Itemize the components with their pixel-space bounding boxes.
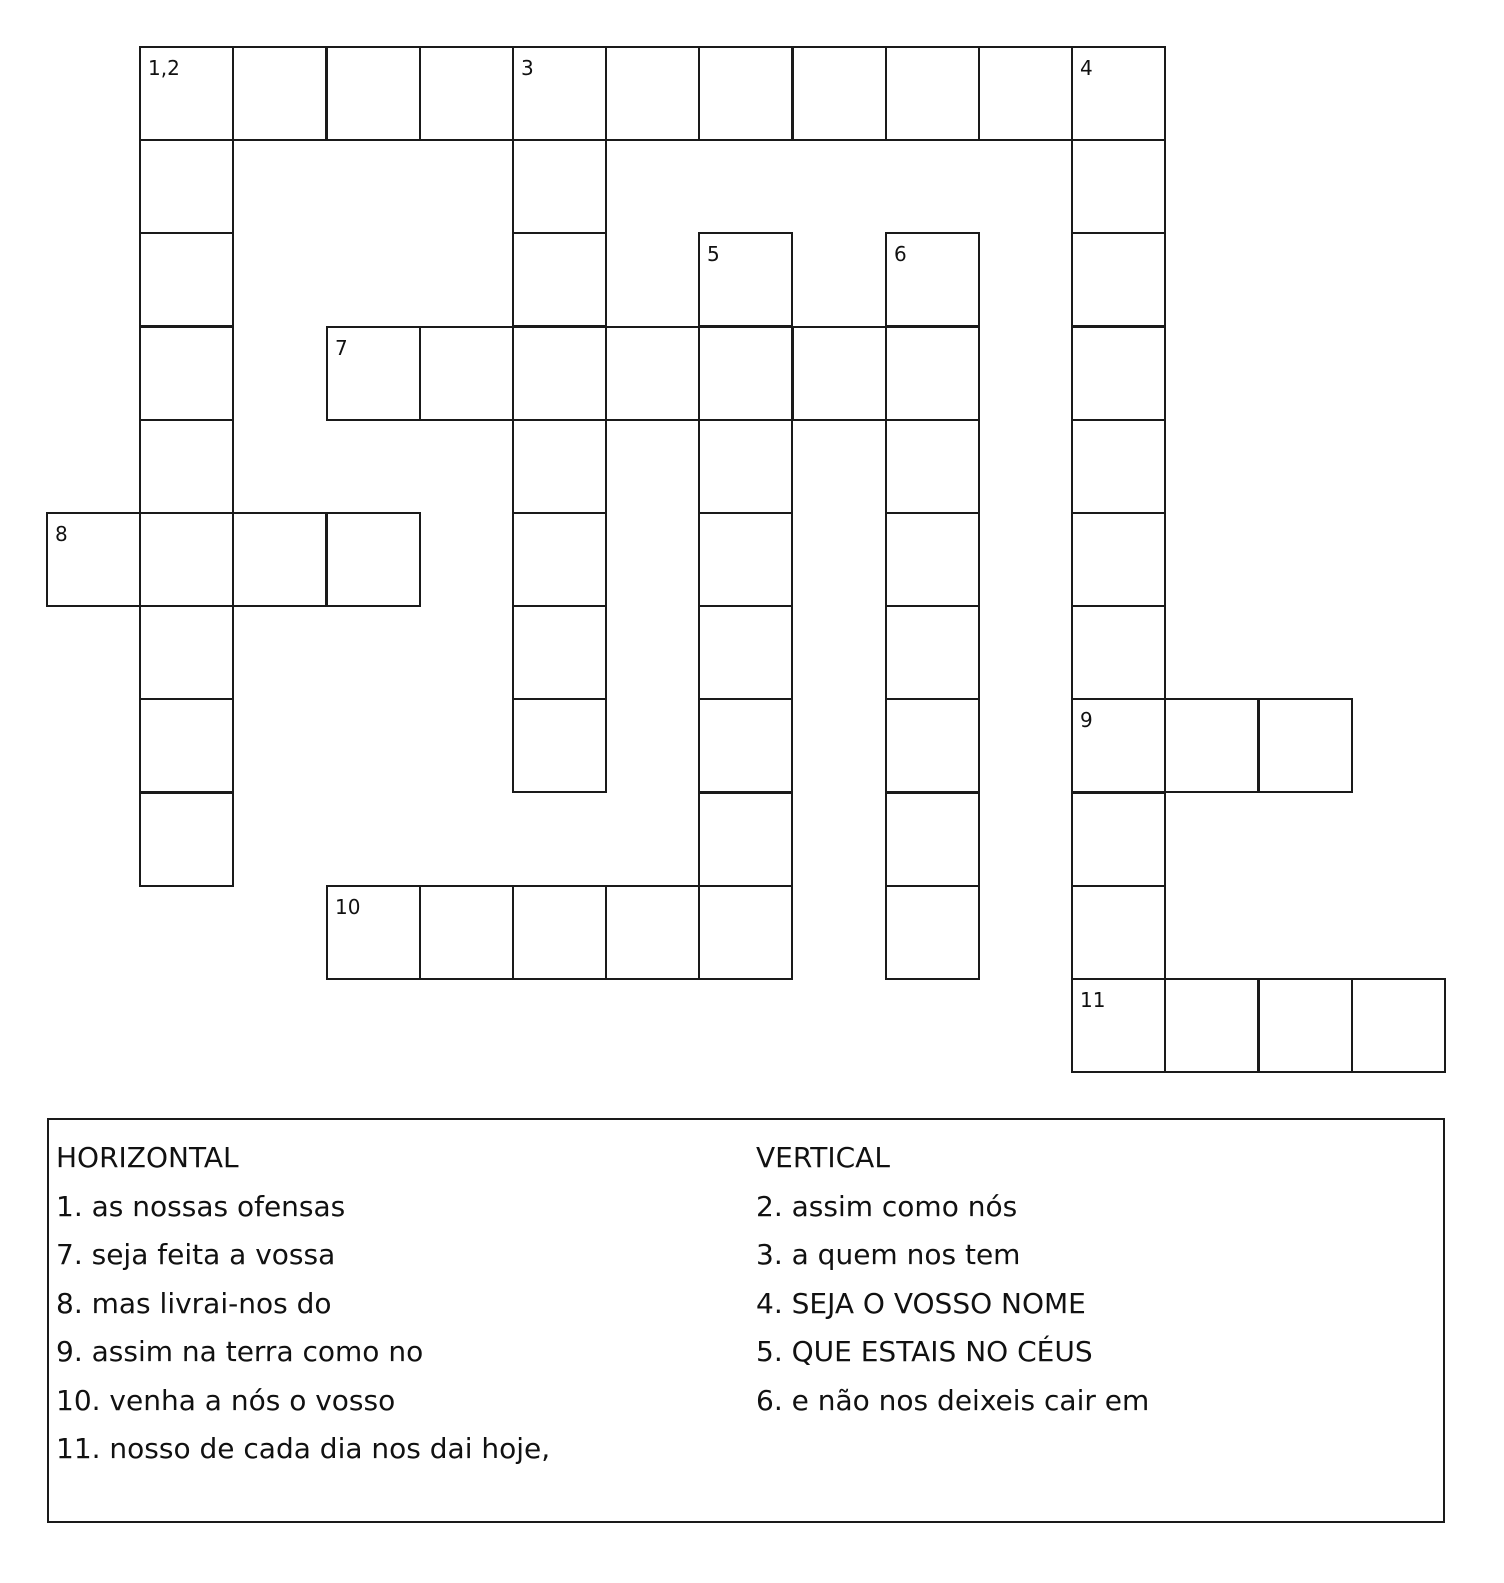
crossword-cell[interactable] [139,698,234,793]
crossword-cell[interactable] [885,232,980,327]
crossword-cell[interactable] [326,885,421,980]
crossword-cell[interactable] [792,46,887,141]
crossword-cell[interactable] [1071,232,1166,327]
clue-number: 6 [894,242,907,266]
vertical-clue: 6. e não nos deixeis cair em [756,1383,1150,1417]
crossword-cell[interactable] [792,326,887,421]
clue-number: 3 [521,56,534,80]
crossword-cell[interactable] [1071,139,1166,234]
crossword-cell[interactable] [698,326,793,421]
crossword-cell[interactable] [512,698,607,793]
crossword-cell[interactable] [698,419,793,514]
crossword-cell[interactable] [698,885,793,980]
crossword-cell[interactable] [698,232,793,327]
clue-number: 11 [1080,988,1106,1012]
crossword-cell[interactable] [512,885,607,980]
crossword-cell[interactable] [1071,792,1166,887]
crossword-cell[interactable] [139,232,234,327]
clue-number: 8 [55,522,68,546]
crossword-cell[interactable] [419,885,514,980]
crossword-cell[interactable] [885,698,980,793]
clues-box [47,1118,1445,1523]
crossword-cell[interactable] [512,46,607,141]
crossword-cell[interactable] [139,139,234,234]
horizontal-clue: 1. as nossas ofensas [56,1189,346,1223]
crossword-cell[interactable] [1071,885,1166,980]
vertical-clue: 4. SEJA O VOSSO NOME [756,1286,1086,1320]
crossword-cell[interactable] [1071,698,1166,793]
crossword-cell[interactable] [232,46,327,141]
crossword-cell[interactable] [419,46,514,141]
crossword-cell[interactable] [698,512,793,607]
vertical-heading: VERTICAL [756,1141,890,1174]
crossword-cell[interactable] [698,46,793,141]
crossword-cell[interactable] [885,792,980,887]
crossword-cell[interactable] [139,792,234,887]
crossword-cell[interactable] [1164,978,1259,1073]
crossword-cell[interactable] [326,46,421,141]
crossword-cell[interactable] [885,419,980,514]
vertical-clues [756,1134,1149,1425]
crossword-cell[interactable] [1071,978,1166,1073]
horizontal-clue: 9. assim na terra como no [56,1335,424,1368]
crossword-cell[interactable] [1071,326,1166,421]
crossword-cell[interactable] [885,885,980,980]
crossword-cell[interactable] [512,419,607,514]
crossword-cell[interactable] [698,698,793,793]
crossword-cell[interactable] [512,605,607,700]
crossword-cell[interactable] [326,512,421,607]
crossword-cell[interactable] [139,419,234,514]
clue-number: 7 [335,336,348,360]
crossword-cell[interactable] [885,605,980,700]
crossword-cell[interactable] [1351,978,1446,1073]
crossword-cell[interactable] [978,46,1073,141]
crossword-cell[interactable] [419,326,514,421]
crossword-cell[interactable] [326,326,421,421]
horizontal-heading: HORIZONTAL [56,1141,239,1174]
crossword-cell[interactable] [512,139,607,234]
clue-number: 10 [335,895,361,919]
crossword-cell[interactable] [139,605,234,700]
crossword-cell[interactable] [698,792,793,887]
crossword-cell[interactable] [605,326,700,421]
crossword-cell[interactable] [232,512,327,607]
crossword-cell[interactable] [885,46,980,141]
horizontal-clue: 11. nosso de cada dia nos dai hoje, [56,1432,551,1465]
vertical-clue: 2. assim como nós [756,1189,1018,1223]
crossword-cell[interactable] [139,326,234,421]
crossword-cell[interactable] [512,326,607,421]
crossword-cell[interactable] [512,232,607,327]
crossword-cell[interactable] [605,885,700,980]
crossword-cell[interactable] [885,512,980,607]
crossword-cell[interactable] [1071,419,1166,514]
horizontal-clue: 8. mas livrai-nos do [56,1286,332,1320]
crossword-cell[interactable] [1258,978,1353,1073]
crossword-cell[interactable] [885,326,980,421]
crossword-cell[interactable] [46,512,141,607]
crossword-cell[interactable] [1258,698,1353,793]
crossword-cell[interactable] [139,512,234,607]
clue-number: 5 [707,242,720,266]
crossword-cell[interactable] [1071,605,1166,700]
crossword-cell[interactable] [605,46,700,141]
clue-number: 1,2 [148,56,180,80]
crossword-cell[interactable] [1071,46,1166,141]
crossword-cell[interactable] [1071,512,1166,607]
horizontal-clue: 10. venha a nós o vosso [56,1383,396,1417]
crossword-cell[interactable] [1164,698,1259,793]
crossword-cell[interactable] [698,605,793,700]
horizontal-clues [56,1134,550,1474]
crossword-cell[interactable] [512,512,607,607]
horizontal-clue: 7. seja feita a vossa [56,1238,336,1271]
vertical-clue: 5. QUE ESTAIS NO CÉUS [756,1335,1093,1368]
clue-number: 4 [1080,56,1093,80]
clue-number: 9 [1080,708,1093,732]
vertical-clue: 3. a quem nos tem [756,1238,1021,1271]
crossword-cell[interactable] [139,46,234,141]
